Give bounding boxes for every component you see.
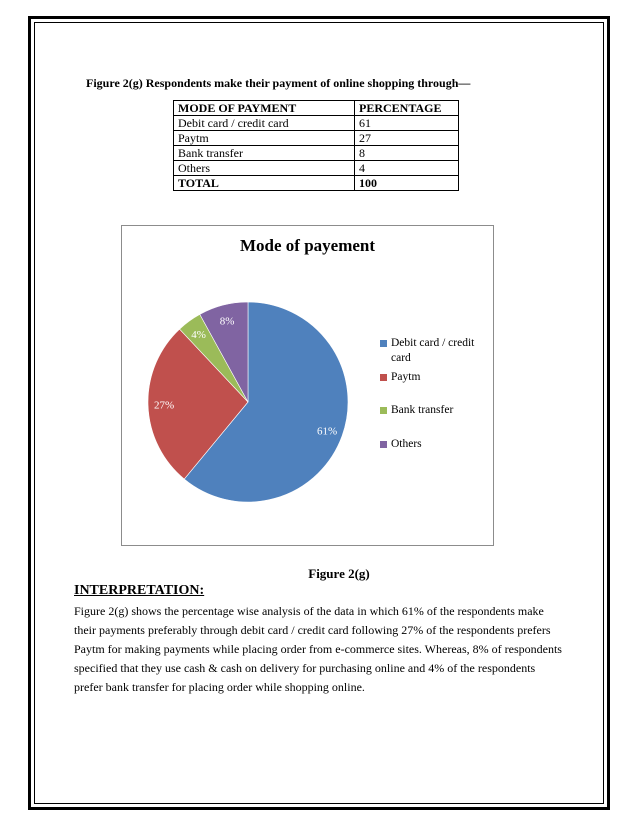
pie-data-label: 27% <box>153 399 175 412</box>
pie-data-label: 4% <box>191 329 206 342</box>
table-header-mode: MODE OF PAYMENT <box>174 101 355 116</box>
table-cell-percentage: 27 <box>355 131 459 146</box>
table-row <box>174 146 459 161</box>
interpretation-body: Figure 2(g) shows the percentage wise analysis of the data in which 61% of the respondents make their payments preferably through debit card / credit card following 27% of the respondents prefers Paytm for making payments while placing order from e-commerce sites. Whereas, 8% of respondents specified that they use cash & cash on delivery for purchasing online and 4% of the respondents prefer bank transfer for placing order while shopping online. <box>74 604 562 694</box>
pie-data-label: 8% <box>219 315 235 328</box>
legend-swatch <box>380 441 387 448</box>
chart-title: Mode of payement <box>239 236 376 255</box>
table-cell-percentage: 8 <box>355 146 459 161</box>
table-cell-mode: Paytm <box>174 131 355 146</box>
pie-chart-plot <box>122 226 493 545</box>
table-cell-mode: Others <box>174 161 355 176</box>
payment-table <box>173 100 459 191</box>
interpretation-heading: INTERPRETATION: <box>74 583 205 598</box>
table-cell-mode: Debit card / credit card <box>174 116 355 131</box>
table-row <box>174 161 459 176</box>
figure-label: Figure 2(g) <box>308 566 370 581</box>
table-header-percentage: PERCENTAGE <box>355 101 459 116</box>
legend-label: Others <box>391 438 422 450</box>
figure-caption: Figure 2(g) Respondents make their payment of online shopping through— <box>86 76 471 90</box>
legend-swatch <box>380 374 387 381</box>
legend-label: Debit card / credit card <box>391 337 475 364</box>
table-total-value: 100 <box>355 176 459 191</box>
legend-swatch <box>380 407 387 414</box>
legend-label: Paytm <box>391 371 421 383</box>
table-total-label: TOTAL <box>174 176 355 191</box>
pie-data-label: 61% <box>316 425 338 438</box>
legend-swatch <box>380 340 387 347</box>
pie-chart <box>121 225 494 546</box>
table-cell-percentage: 61 <box>355 116 459 131</box>
table-cell-mode: Bank transfer <box>174 146 355 161</box>
table-row <box>174 131 459 146</box>
table-total-row <box>174 176 459 191</box>
table-header-row <box>174 101 459 116</box>
table-cell-percentage: 4 <box>355 161 459 176</box>
table-row <box>174 116 459 131</box>
legend-label: Bank transfer <box>391 404 454 416</box>
